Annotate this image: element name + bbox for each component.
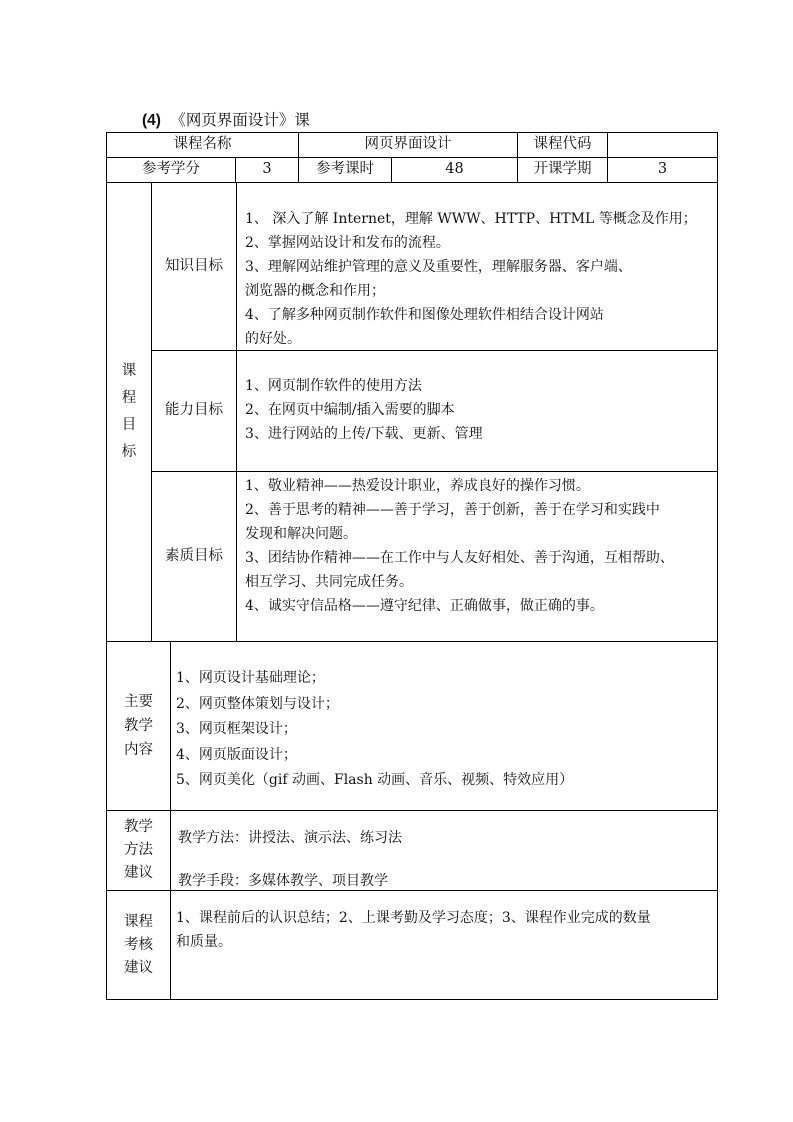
credit-value: 3	[262, 161, 272, 178]
assessment-text	[176, 906, 651, 954]
section-title: 《网页界面设计》课	[170, 111, 310, 129]
objectives-group-label	[107, 183, 151, 641]
course-code-label: 课程代码	[533, 136, 592, 153]
knowledge-line: 4、了解多种网页制作软件和图像处理软件相结合设计网站	[245, 307, 604, 323]
ability-line: 2、在网页中编制/插入需要的脚本	[245, 402, 455, 418]
quality-line: 2、善于思考的精神——善于学习，善于创新，善于在学习和实践中	[245, 502, 660, 518]
knowledge-text	[245, 207, 697, 351]
content-line: 4、网页版面设计；	[176, 746, 297, 763]
objectives-label-char: 标	[121, 444, 137, 460]
content-line: 1、网页设计基础理论；	[176, 670, 325, 686]
content-label-line: 内容	[124, 742, 153, 758]
quality-line: 发现和解决问题。	[245, 526, 357, 542]
assessment-line: 1、课程前后的认识总结；2、上课考勤及学习态度；3、课程作业完成的数量	[176, 910, 651, 926]
ability-text	[245, 374, 483, 446]
assessment-label-line: 课程	[124, 913, 153, 930]
content-line: 5、网页美化（gif 动画、Flash 动画、音乐、视频、特效应用）	[176, 772, 574, 788]
hours-label: 参考课时	[316, 161, 374, 178]
objectives-label-char: 课	[121, 363, 137, 379]
assessment-label	[107, 891, 170, 999]
content-label-line: 主要	[124, 694, 153, 710]
knowledge-line: 2、掌握网站设计和发布的流程。	[245, 235, 450, 251]
knowledge-line: 的好处。	[245, 331, 301, 347]
objectives-label-char: 目	[121, 417, 137, 433]
quality-line: 1、敬业精神——热爱设计职业，养成良好的操作习惯。	[245, 478, 590, 494]
content-label-line: 教学	[124, 718, 153, 734]
ability-line: 1、网页制作软件的使用方法	[245, 378, 422, 394]
ability-label: 能力目标	[165, 402, 223, 419]
quality-line: 相互学习、共同完成任务。	[245, 574, 413, 590]
objectives-label-char: 程	[121, 390, 137, 406]
knowledge-line: 浏览器的概念和作用；	[245, 283, 385, 299]
course-name-label: 课程名称	[173, 136, 232, 153]
knowledge-line: 3、理解网站维护管理的意义及重要性，理解服务器、客户端、	[245, 259, 632, 275]
semester-value: 3	[657, 161, 668, 178]
section-number: (4)	[142, 112, 161, 129]
quality-text	[245, 474, 674, 618]
methods-line-1: 教学方法：讲授法、演示法、练习法	[178, 830, 402, 846]
quality-line: 4、诚实守信品格——遵守纪律、正确做事，做正确的事。	[245, 598, 604, 614]
hours-value: 48	[445, 161, 464, 178]
content-line: 3、网页框架设计；	[176, 721, 297, 737]
methods-label-line: 教学	[124, 819, 153, 835]
ability-line: 3、进行网站的上传/下载、更新、管理	[245, 426, 483, 442]
methods-label	[107, 811, 170, 890]
methods-label-line: 建议	[124, 865, 153, 881]
section-heading	[142, 108, 310, 130]
credit-label: 参考学分	[142, 161, 200, 178]
assessment-label-line: 考核	[124, 936, 153, 953]
methods-label-line: 方法	[124, 842, 153, 858]
methods-line-2: 教学手段：多媒体教学、项目教学	[178, 873, 388, 889]
content-label	[107, 642, 170, 810]
assessment-label-line: 建议	[124, 959, 153, 976]
content-line: 2、网页整体策划与设计；	[176, 695, 339, 712]
content-text	[176, 666, 573, 794]
assessment-line: 和质量。	[176, 934, 232, 950]
knowledge-label: 知识目标	[165, 257, 223, 274]
quality-line: 3、团结协作精神——在工作中与人友好相处、善于沟通，互相帮助、	[245, 550, 674, 566]
course-name-value: 网页界面设计	[364, 136, 452, 153]
quality-label: 素质目标	[165, 547, 223, 564]
course-code-value	[608, 133, 717, 157]
semester-label: 开课学期	[533, 161, 592, 178]
knowledge-line: 1、 深入了解 Internet，理解 WWW、HTTP、HTML 等概念及作用；	[245, 211, 697, 227]
